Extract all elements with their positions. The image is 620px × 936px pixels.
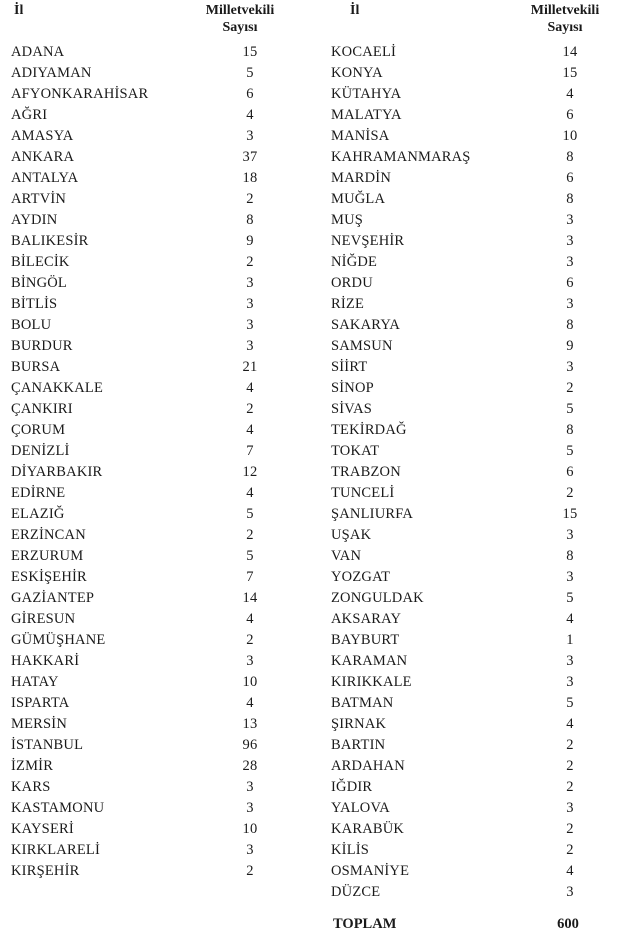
table-row (331, 777, 580, 798)
province-name: ÇORUM (11, 422, 66, 438)
deputy-count: 3 (566, 254, 574, 270)
table-row (331, 861, 580, 882)
deputy-count: 12 (242, 464, 258, 480)
province-name: ZONGULDAK (331, 590, 424, 606)
province-name: İSTANBUL (11, 737, 84, 753)
table-row (331, 441, 580, 462)
province-name: AĞRI (11, 107, 48, 123)
table-row (11, 819, 260, 840)
deputy-count: 3 (566, 212, 574, 228)
province-name: KIRKLARELİ (11, 842, 100, 858)
deputy-count: 3 (566, 653, 574, 669)
deputy-count: 2 (246, 863, 254, 879)
province-name: IĞDIR (331, 779, 373, 795)
table-row (11, 231, 260, 252)
table-row (11, 126, 260, 147)
province-name: AYDIN (11, 212, 58, 228)
table-row (331, 798, 580, 819)
province-name: EDİRNE (11, 485, 66, 501)
province-name: KONYA (331, 65, 383, 81)
table-row (331, 693, 580, 714)
table-row (331, 672, 580, 693)
deputy-count: 5 (566, 590, 574, 606)
table-row (11, 483, 260, 504)
deputy-count: 4 (246, 695, 254, 711)
province-name: KIRIKKALE (331, 674, 412, 690)
deputy-count: 96 (242, 737, 258, 753)
deputy-count: 10 (242, 821, 258, 837)
province-name: BALIKESİR (11, 233, 89, 249)
province-name: VAN (331, 548, 362, 564)
deputy-count: 9 (246, 233, 254, 249)
province-name: ORDU (331, 275, 373, 291)
deputy-count: 3 (566, 674, 574, 690)
table-row (11, 651, 260, 672)
deputy-count: 8 (566, 548, 574, 564)
table-row (11, 273, 260, 294)
table-row (11, 189, 260, 210)
header-count-right (510, 2, 620, 36)
deputy-count: 10 (242, 674, 258, 690)
deputy-count: 5 (246, 548, 254, 564)
province-name: AMASYA (11, 128, 74, 144)
table-row (331, 504, 580, 525)
province-name: GAZİANTEP (11, 590, 95, 606)
deputy-count: 2 (566, 779, 574, 795)
deputy-count: 3 (246, 842, 254, 858)
table-row (331, 609, 580, 630)
deputy-count: 4 (566, 863, 574, 879)
province-column-right (331, 42, 580, 903)
deputy-count: 8 (566, 422, 574, 438)
deputy-count: 4 (246, 107, 254, 123)
table-row (11, 609, 260, 630)
table-row (331, 630, 580, 651)
province-name: TRABZON (331, 464, 401, 480)
deputy-count: 2 (566, 380, 574, 396)
province-name: KÜTAHYA (331, 86, 402, 102)
header-count-left (190, 2, 290, 36)
deputy-count: 4 (246, 422, 254, 438)
province-name: KAHRAMANMARAŞ (331, 149, 471, 165)
deputy-count: 2 (246, 527, 254, 543)
table-row (331, 210, 580, 231)
deputy-count: 2 (566, 737, 574, 753)
province-name: DÜZCE (331, 884, 381, 900)
province-name: DENİZLİ (11, 443, 70, 459)
province-name: BİTLİS (11, 296, 58, 312)
province-name: BURSA (11, 359, 61, 375)
table-row (331, 546, 580, 567)
deputy-count: 6 (566, 107, 574, 123)
deputy-count: 7 (246, 569, 254, 585)
province-name: ÇANAKKALE (11, 380, 104, 396)
province-name: BOLU (11, 317, 52, 333)
table-row (11, 588, 260, 609)
deputy-count: 3 (246, 779, 254, 795)
table-row (11, 861, 260, 882)
province-name: GÜMÜŞHANE (11, 632, 106, 648)
province-name: TOKAT (331, 443, 380, 459)
table-row (331, 378, 580, 399)
province-name: GİRESUN (11, 611, 76, 627)
table-row (331, 252, 580, 273)
deputy-count: 3 (246, 275, 254, 291)
table-row (11, 798, 260, 819)
table-row (331, 315, 580, 336)
province-name: ARTVİN (11, 191, 67, 207)
deputy-count: 4 (246, 611, 254, 627)
header-count-line1: Milletvekili (205, 3, 275, 18)
deputy-count: 5 (566, 401, 574, 417)
table-row (11, 399, 260, 420)
deputy-count: 14 (242, 590, 258, 606)
province-name: SAMSUN (331, 338, 393, 354)
deputy-count: 10 (562, 128, 578, 144)
table-row (331, 714, 580, 735)
province-name: ARDAHAN (331, 758, 405, 774)
table-row (331, 567, 580, 588)
table-row (331, 882, 580, 903)
table-row (11, 210, 260, 231)
province-name: MANİSA (331, 128, 390, 144)
province-name: RİZE (331, 296, 365, 312)
province-name: BATMAN (331, 695, 394, 711)
province-name: ADIYAMAN (11, 65, 92, 81)
province-name: MALATYA (331, 107, 402, 123)
deputy-count: 8 (566, 191, 574, 207)
province-name: KOCAELİ (331, 44, 397, 60)
province-name: ANKARA (11, 149, 75, 165)
deputy-count: 5 (246, 506, 254, 522)
deputy-count: 3 (246, 296, 254, 312)
table-row (331, 168, 580, 189)
deputy-count: 8 (566, 317, 574, 333)
table-row (11, 252, 260, 273)
province-name: BAYBURT (331, 632, 400, 648)
deputy-count: 21 (242, 359, 258, 375)
total-label: TOPLAM (333, 916, 397, 932)
deputy-count: 3 (566, 527, 574, 543)
deputy-count: 8 (246, 212, 254, 228)
deputy-count: 4 (566, 611, 574, 627)
table-row (331, 126, 580, 147)
deputy-count: 2 (246, 401, 254, 417)
deputy-count: 3 (566, 359, 574, 375)
table-row (11, 735, 260, 756)
deputy-count: 5 (246, 65, 254, 81)
header-count-line1: Milletvekili (530, 3, 600, 18)
table-row (11, 315, 260, 336)
deputy-count: 7 (246, 443, 254, 459)
table-row (11, 63, 260, 84)
deputy-count: 4 (566, 86, 574, 102)
deputy-count: 4 (246, 485, 254, 501)
table-row (11, 420, 260, 441)
header-count-line2: Sayısı (547, 20, 583, 35)
deputy-count: 5 (566, 695, 574, 711)
table-row (11, 714, 260, 735)
province-name: BİLECİK (11, 254, 70, 270)
deputy-count: 37 (242, 149, 258, 165)
table-row (331, 63, 580, 84)
deputy-count: 3 (566, 233, 574, 249)
deputy-count: 14 (562, 44, 578, 60)
province-name: ELAZIĞ (11, 506, 65, 522)
province-name: TUNCELİ (331, 485, 395, 501)
province-name: KASTAMONU (11, 800, 105, 816)
deputy-count: 5 (566, 443, 574, 459)
deputy-count: 28 (242, 758, 258, 774)
deputy-count: 15 (562, 506, 578, 522)
deputy-count: 2 (566, 821, 574, 837)
deputy-count: 3 (246, 128, 254, 144)
header-il-right: İl (350, 3, 360, 18)
province-name: MERSİN (11, 716, 67, 732)
province-name: KİLİS (331, 842, 370, 858)
province-name: İZMİR (11, 758, 54, 774)
table-row (331, 105, 580, 126)
table-row (11, 42, 260, 63)
table-row (331, 42, 580, 63)
table-row (11, 336, 260, 357)
province-name: KARABÜK (331, 821, 405, 837)
deputy-count: 3 (566, 296, 574, 312)
deputy-count: 2 (246, 254, 254, 270)
province-name: MARDİN (331, 170, 392, 186)
table-row (11, 525, 260, 546)
province-name: TEKİRDAĞ (331, 422, 407, 438)
province-name: BURDUR (11, 338, 73, 354)
table-row (11, 168, 260, 189)
table-row (11, 504, 260, 525)
province-name: ÇANKIRI (11, 401, 73, 417)
table-row (331, 231, 580, 252)
deputy-count: 1 (566, 632, 574, 648)
table-row (11, 693, 260, 714)
deputy-count: 3 (566, 884, 574, 900)
table-row (11, 546, 260, 567)
table-row (11, 756, 260, 777)
table-row (11, 84, 260, 105)
table-row (331, 420, 580, 441)
province-name: ERZİNCAN (11, 527, 86, 543)
table-row (11, 105, 260, 126)
deputy-count: 3 (566, 800, 574, 816)
province-name: KIRŞEHİR (11, 863, 80, 879)
table-row (331, 588, 580, 609)
table-row (11, 378, 260, 399)
province-name: NEVŞEHİR (331, 233, 405, 249)
province-name: YALOVA (331, 800, 390, 816)
header-il-left: İl (14, 3, 24, 18)
table-row (11, 357, 260, 378)
table-row (11, 840, 260, 861)
deputy-count: 3 (246, 317, 254, 333)
province-name: MUŞ (331, 212, 364, 228)
province-name: YOZGAT (331, 569, 391, 585)
deputy-count: 2 (246, 632, 254, 648)
deputy-count: 2 (566, 842, 574, 858)
deputy-count: 6 (246, 86, 254, 102)
table-row (331, 294, 580, 315)
deputy-count: 3 (246, 800, 254, 816)
province-name: NİĞDE (331, 254, 378, 270)
province-name: SİVAS (331, 401, 373, 417)
deputy-count: 8 (566, 149, 574, 165)
province-name: KAYSERİ (11, 821, 74, 837)
table-row (331, 189, 580, 210)
table-row (331, 756, 580, 777)
province-name: ŞIRNAK (331, 716, 387, 732)
table-row (11, 777, 260, 798)
province-name: SAKARYA (331, 317, 401, 333)
table-row (331, 147, 580, 168)
province-name: ŞANLIURFA (331, 506, 414, 522)
deputy-count: 6 (566, 275, 574, 291)
deputy-count: 3 (566, 569, 574, 585)
province-name: MUĞLA (331, 191, 386, 207)
table-row (331, 462, 580, 483)
province-name: ESKİŞEHİR (11, 569, 87, 585)
province-name: AKSARAY (331, 611, 402, 627)
province-name: UŞAK (331, 527, 372, 543)
province-name: HAKKARİ (11, 653, 80, 669)
province-name: BİNGÖL (11, 275, 67, 291)
table-row (11, 567, 260, 588)
deputy-count: 2 (566, 758, 574, 774)
table-row (331, 273, 580, 294)
deputy-count: 2 (246, 191, 254, 207)
deputy-count: 6 (566, 464, 574, 480)
table-row (331, 336, 580, 357)
province-name: OSMANİYE (331, 863, 410, 879)
table-row (331, 84, 580, 105)
deputy-count: 18 (242, 170, 258, 186)
table-row (331, 840, 580, 861)
province-name: ERZURUM (11, 548, 84, 564)
province-name: KARS (11, 779, 51, 795)
table-row (11, 672, 260, 693)
province-name: ISPARTA (11, 695, 70, 711)
province-name: ANTALYA (11, 170, 79, 186)
table-row (11, 294, 260, 315)
deputy-count: 2 (566, 485, 574, 501)
deputy-count: 15 (562, 65, 578, 81)
table-row (11, 630, 260, 651)
province-column-left (11, 42, 260, 882)
province-name: SİNOP (331, 380, 374, 396)
table-row (11, 441, 260, 462)
deputy-count: 15 (242, 44, 258, 60)
table-row (11, 462, 260, 483)
table-row (11, 147, 260, 168)
table-row (331, 651, 580, 672)
header-count-line2: Sayısı (222, 20, 258, 35)
deputy-count: 9 (566, 338, 574, 354)
deputy-count: 4 (566, 716, 574, 732)
table-row (331, 735, 580, 756)
total-value: 600 (557, 916, 579, 932)
deputy-count: 3 (246, 338, 254, 354)
deputy-count: 4 (246, 380, 254, 396)
table-row (331, 819, 580, 840)
province-name: SİİRT (331, 359, 368, 375)
province-name: HATAY (11, 674, 59, 690)
province-name: KARAMAN (331, 653, 408, 669)
table-row (331, 483, 580, 504)
province-name: ADANA (11, 44, 65, 60)
deputy-count: 6 (566, 170, 574, 186)
province-name: DİYARBAKIR (11, 464, 103, 480)
deputy-count: 3 (246, 653, 254, 669)
deputy-count: 13 (242, 716, 258, 732)
province-name: BARTIN (331, 737, 386, 753)
table-row (331, 399, 580, 420)
table-row (331, 525, 580, 546)
province-name: AFYONKARAHİSAR (11, 86, 149, 102)
table-row (331, 357, 580, 378)
